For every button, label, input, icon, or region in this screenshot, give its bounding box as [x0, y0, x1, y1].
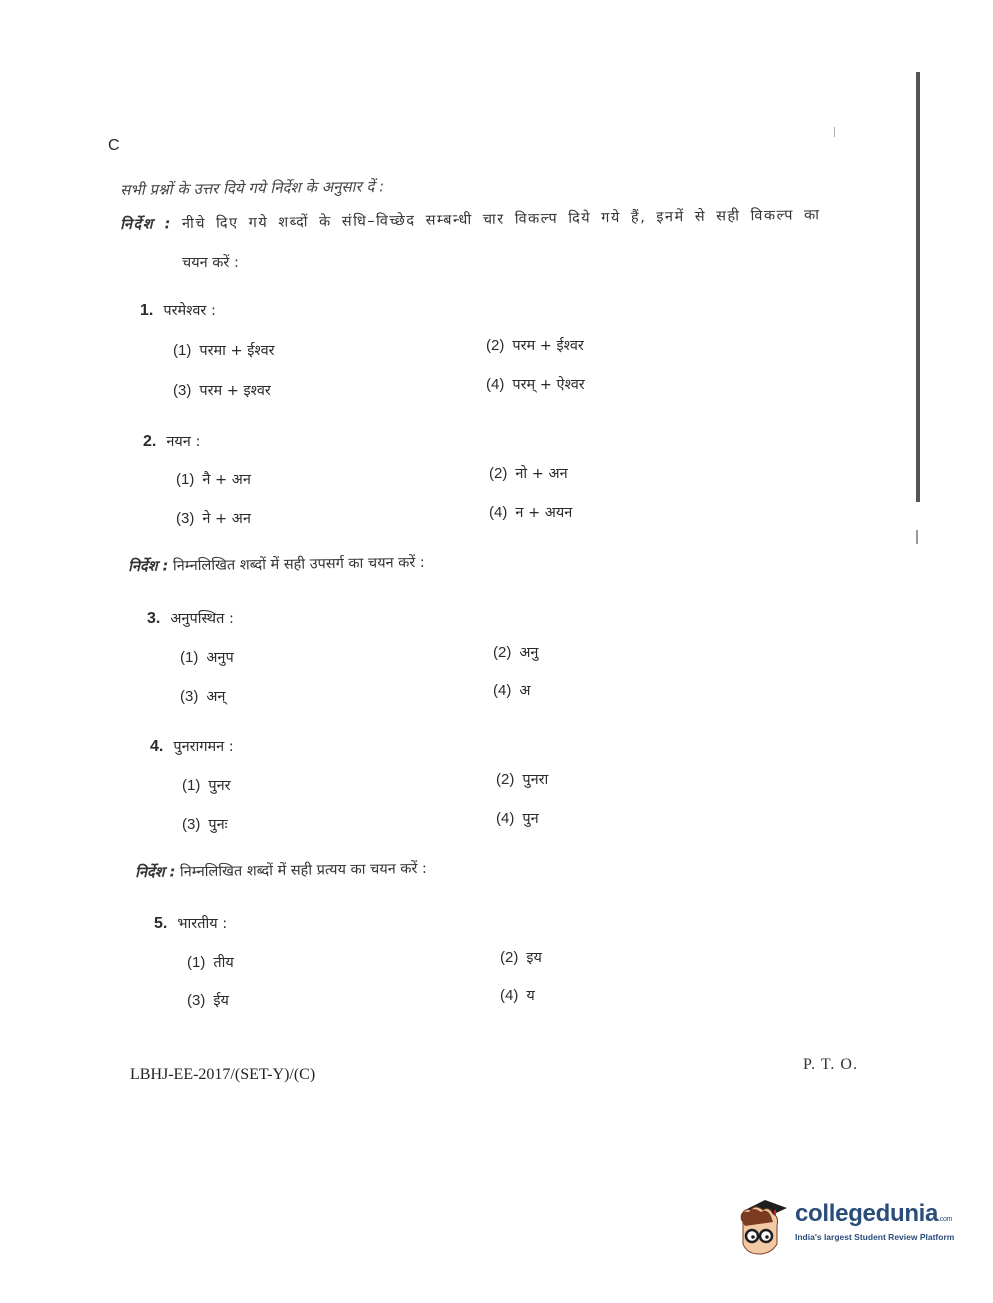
general-instruction: सभी प्रश्नों के उत्तर दिये गये निर्देश के अनुसार दें :	[120, 177, 385, 199]
direction-label: निर्देश :	[120, 216, 172, 233]
q1-option-3: (3) परम + इश्वर	[173, 382, 271, 399]
direction-sandhi-continued: चयन करें :	[182, 255, 239, 271]
scan-mark	[834, 127, 835, 137]
question-word: पुनरागमन :	[173, 739, 234, 755]
q3-option-2: (2) अनु	[493, 644, 539, 661]
direction-suffix	[135, 858, 427, 882]
direction-prefix	[128, 552, 425, 576]
q4-option-3: (3) पुनः	[182, 816, 228, 833]
direction-label: निर्देश :	[135, 864, 176, 881]
q2-option-3: (3) ने + अन	[176, 510, 251, 527]
direction-sandhi	[120, 204, 821, 234]
mascot-icon	[735, 1196, 793, 1258]
scan-edge-mark	[916, 530, 918, 544]
q4-option-1: (1) पुनर	[182, 777, 231, 794]
direction-text: नीचे दिए गये शब्दों के संधि–विच्छेद सम्बन्धी चार विकल्प दिये गये हैं, इनमें से सही विकल्प का	[181, 207, 821, 233]
q1-option-4: (4) परम् + ऐश्वर	[486, 376, 585, 393]
question-number: 5.	[154, 915, 168, 932]
q4-option-2: (2) पुनरा	[496, 771, 549, 788]
q1-option-1: (1) परमा + ईश्वर	[173, 342, 275, 359]
q5-option-3: (3) ईय	[187, 992, 229, 1009]
q2-option-1: (1) नै + अन	[176, 471, 251, 488]
question-5	[154, 913, 227, 933]
scan-edge-bar	[916, 72, 920, 502]
question-1	[140, 300, 216, 320]
set-letter: C	[108, 137, 120, 154]
q1-option-2: (2) परम + ईश्वर	[486, 337, 584, 354]
q5-option-2: (2) इय	[500, 949, 542, 966]
q5-option-4: (4) य	[500, 987, 535, 1004]
q5-option-1: (1) तीय	[187, 954, 234, 971]
direction-text: निम्नलिखित शब्दों में सही उपसर्ग का चयन करें :	[172, 554, 425, 575]
question-word: नयन :	[166, 434, 201, 450]
question-word: परमेश्वर :	[163, 303, 216, 319]
q2-option-4: (4) न + अयन	[489, 504, 573, 521]
collegedunia-watermark	[735, 1196, 960, 1258]
direction-label: निर्देश :	[128, 558, 169, 575]
q2-option-2: (2) नो + अन	[489, 465, 568, 482]
question-number: 1.	[140, 302, 154, 319]
question-4	[150, 736, 234, 756]
q4-option-4: (4) पुन	[496, 810, 539, 827]
question-3	[147, 608, 234, 628]
paper-code: LBHJ-EE-2017/(SET-Y)/(C)	[130, 1066, 316, 1083]
question-number: 4.	[150, 738, 164, 755]
question-2	[143, 431, 200, 451]
watermark-brand: collegedunia.com	[795, 1200, 953, 1227]
direction-text: निम्नलिखित शब्दों में सही प्रत्यय का चयन करें :	[179, 860, 428, 881]
question-word: भारतीय :	[177, 916, 228, 932]
page-turn-note: P. T. O.	[803, 1056, 858, 1073]
q3-option-1: (1) अनुप	[180, 649, 234, 666]
q3-option-3: (3) अन्	[180, 688, 226, 705]
watermark-tagline: India's largest Student Review Platform	[795, 1232, 955, 1242]
question-number: 2.	[143, 433, 157, 450]
q3-option-4: (4) अ	[493, 682, 531, 699]
question-number: 3.	[147, 610, 161, 627]
question-word: अनुपस्थित :	[170, 611, 234, 627]
